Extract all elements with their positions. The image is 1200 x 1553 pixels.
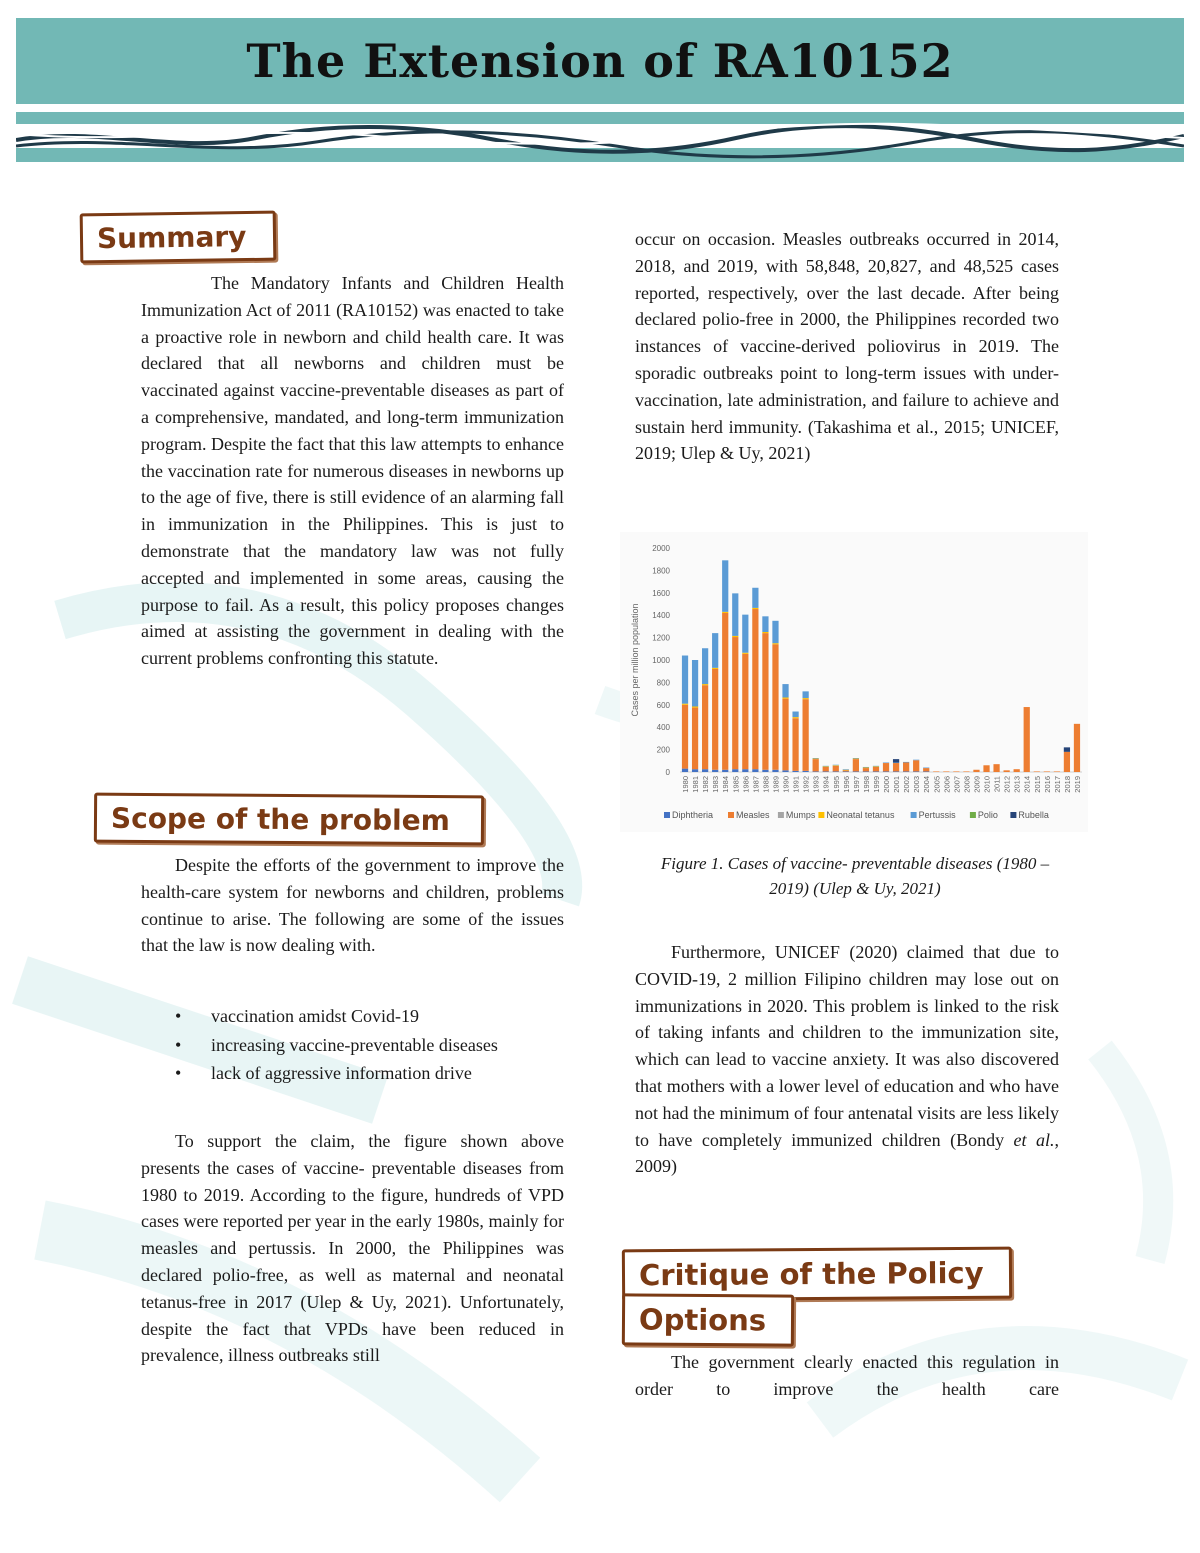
y-tick-label: 0: [665, 768, 670, 777]
legend-label: Neonatal tetanus: [826, 810, 895, 820]
bar-pertussis: [702, 648, 708, 684]
bar-measles: [762, 633, 768, 770]
title-banner: [16, 18, 1184, 104]
bar-diphtheria: [682, 769, 688, 772]
x-tick-label: 1980: [681, 776, 691, 793]
y-tick-label: 1200: [652, 633, 670, 643]
x-tick-label: 2006: [942, 776, 952, 793]
bar-neonatal-tetanus: [702, 684, 708, 685]
figure-chart: [620, 532, 1088, 832]
x-tick-label: 2015: [1032, 776, 1042, 793]
bar-pertussis: [692, 660, 698, 706]
y-tick-label: 1400: [652, 611, 670, 621]
critique-paragraph: The government clearly enacted this regulation in order to improve the health care: [635, 1352, 1059, 1399]
page-title: The Extension of RA10152: [246, 34, 954, 88]
bar-measles: [1064, 752, 1070, 772]
x-tick-label: 2003: [912, 776, 922, 793]
bar-diphtheria: [722, 770, 728, 772]
bar-diphtheria: [853, 771, 859, 772]
summary-heading: [80, 211, 277, 264]
furthermore-text: Furthermore, UNICEF (2020) claimed that due to COVID-19, 2 million Filipino children may lose out on immunizations in 2020. This problem is linked to the risk of taking infants and children to the immunization site, which can lead to vaccine anxiety. It was also discovered that mothers with a lower level of education and who have not had the minimum of four antenatal visits are less likely to have completely immunized children (Bondy: [635, 942, 1059, 1150]
x-tick-label: 1982: [701, 776, 711, 793]
bar-diphtheria: [692, 769, 698, 772]
bar-measles: [903, 762, 909, 771]
bar-pertussis: [752, 588, 758, 608]
y-tick-label: 1000: [652, 656, 670, 665]
bar-pertussis: [903, 762, 909, 763]
legend-label: Polio: [977, 810, 998, 820]
x-tick-label: 1994: [821, 776, 831, 793]
y-tick-label: 1600: [652, 588, 670, 598]
summary-section: [141, 270, 564, 672]
bar-measles: [983, 765, 989, 772]
bar-pertussis: [923, 768, 929, 769]
bar-rubella: [1064, 747, 1070, 751]
legend-swatch: [778, 812, 784, 818]
bar-measles: [1074, 724, 1080, 772]
bar-neonatal-tetanus: [813, 759, 819, 760]
bar-diphtheria: [732, 769, 738, 772]
x-tick-label: 1984: [721, 776, 731, 793]
x-tick-label: 2016: [1042, 776, 1052, 793]
bar-measles: [943, 771, 949, 772]
y-tick-label: 800: [656, 678, 670, 688]
x-tick-label: 1987: [751, 776, 761, 793]
bar-measles: [813, 759, 819, 771]
bar-pertussis: [732, 593, 738, 636]
critique-heading-text-line1: Critique of the Policy: [638, 1255, 984, 1293]
y-tick-label: 2000: [652, 544, 670, 553]
vpd-cases-chart: [620, 532, 1088, 832]
bar-pertussis: [853, 758, 859, 759]
bar-diphtheria: [863, 771, 869, 772]
list-item: • lack of aggressive information drive: [141, 1060, 571, 1089]
bar-pertussis: [883, 762, 889, 763]
x-tick-label: 1993: [811, 776, 821, 793]
bar-pertussis: [813, 758, 819, 759]
summary-paragraph: The Mandatory Infants and Children Health Immunization Act of 2011 (RA10152) was enacted to take a proactive role in newborn and child health care. It was declared that all newborns and children must be vaccinated against vaccine-preventable diseases as part of a comprehensive, mandated, and long-term immunization program. Despite the fact that this law attempts to enhance the vaccination rate for numerous diseases in newborns up to the age of five, there is still evidence of an alarming fall in immunization in the Philippines. This is just to demonstrate that the mandatory law was not fully accepted and implemented in some areas, causing the purpose to fail. As a result, this policy proposes changes aimed at assisting the government in dealing with the current problems confronting this statute.: [141, 273, 564, 669]
list-item: • increasing vaccine-preventable diseases: [141, 1032, 571, 1061]
wave-divider: [16, 112, 1184, 168]
bar-measles: [803, 699, 809, 771]
scope-bullet-list: [141, 1003, 571, 1089]
x-tick-label: 1992: [801, 776, 811, 793]
bar-measles: [772, 644, 778, 769]
bar-neonatal-tetanus: [792, 717, 798, 718]
bar-pertussis: [893, 762, 899, 763]
bar-measles: [722, 613, 728, 770]
bar-neonatal-tetanus: [752, 608, 758, 609]
x-tick-label: 2004: [922, 776, 932, 793]
continued-section: [635, 226, 1059, 467]
y-tick-label: 400: [656, 723, 670, 733]
figure-caption: Figure 1. Cases of vaccine- preventable diseases (1980 – 2019) (Ulep & Uy, 2021): [660, 854, 1050, 898]
bar-diphtheria: [903, 771, 909, 772]
bar-pertussis: [863, 767, 869, 768]
list-item: • vaccination amidst Covid-19: [141, 1003, 571, 1032]
x-tick-label: 2002: [902, 776, 912, 793]
bar-pertussis: [833, 765, 839, 766]
continued-paragraph: occur on occasion. Measles outbreaks occurred in 2014, 2018, and 2019, with 58,848, 20,827, and 48,525 cases reported, respectively, over the last decade. After being declared polio-free in 2000, the Philippines recorded two instances of vaccine-derived poliovirus in 2019. The sporadic outbreaks point to long-term issues with under-vaccination, late administration, and failure to achieve and sustain herd immunity. (Takashima et al., 2015; UNICEF, 2019; Ulep & Uy, 2021): [635, 229, 1059, 464]
bar-measles: [953, 771, 959, 772]
bar-pertussis: [792, 712, 798, 718]
bar-measles: [933, 771, 939, 772]
x-tick-label: 2013: [1012, 776, 1022, 793]
bar-measles: [873, 767, 879, 771]
bar-diphtheria: [813, 771, 819, 772]
legend-label: Pertussis: [918, 810, 956, 820]
y-tick-label: 1800: [652, 566, 670, 576]
x-tick-label: 2007: [952, 776, 962, 793]
legend-label: Rubella: [1018, 810, 1049, 820]
bar-pertussis: [873, 766, 879, 767]
legend-swatch: [970, 812, 976, 818]
bar-diphtheria: [843, 771, 849, 772]
bar-neonatal-tetanus: [823, 766, 829, 767]
bar-diphtheria: [823, 771, 829, 772]
bar-measles: [1044, 771, 1050, 772]
x-tick-label: 2009: [972, 776, 982, 793]
x-tick-label: 2001: [892, 776, 902, 793]
bar-measles: [792, 718, 798, 771]
summary-heading-text: Summary: [96, 219, 247, 255]
bar-diphtheria: [883, 771, 889, 772]
furthermore-section: [635, 939, 1059, 1180]
bar-neonatal-tetanus: [692, 706, 698, 707]
bar-measles: [752, 609, 758, 769]
bar-measles: [883, 763, 889, 771]
bar-measles: [993, 764, 999, 772]
bar-measles: [823, 767, 829, 771]
critique-heading-text-line2: Options: [638, 1302, 767, 1338]
legend-swatch: [664, 812, 670, 818]
bar-pertussis: [712, 633, 718, 668]
scope-section: [141, 852, 564, 959]
bar-neonatal-tetanus: [712, 668, 718, 669]
x-tick-label: 1981: [691, 776, 701, 793]
legend-swatch: [1010, 812, 1016, 818]
x-tick-label: 1997: [851, 776, 861, 793]
x-tick-label: 2010: [982, 776, 992, 793]
x-tick-label: 2018: [1062, 776, 1072, 793]
x-tick-label: 1999: [871, 776, 881, 793]
bar-neonatal-tetanus: [762, 632, 768, 633]
bar-diphtheria: [772, 770, 778, 772]
et-al-text: et al.: [1013, 1129, 1055, 1150]
bar-pertussis: [913, 760, 919, 761]
bar-measles: [963, 771, 969, 772]
bar-pertussis: [823, 766, 829, 767]
bar-neonatal-tetanus: [863, 768, 869, 769]
bar-neonatal-tetanus: [873, 766, 879, 767]
furthermore-citation-end: , 2009): [635, 1129, 1059, 1177]
bar-diphtheria: [803, 771, 809, 772]
bar-diphtheria: [742, 769, 748, 772]
bar-measles: [973, 770, 979, 772]
bar-diphtheria: [913, 771, 919, 772]
x-tick-label: 2017: [1052, 776, 1062, 793]
x-tick-label: 2011: [992, 776, 1002, 793]
x-tick-label: 1990: [781, 776, 791, 793]
x-tick-label: 1991: [791, 776, 801, 793]
critique-heading-options: [622, 1293, 794, 1346]
bar-measles: [702, 685, 708, 769]
bar-neonatal-tetanus: [742, 653, 748, 654]
bar-neonatal-tetanus: [732, 636, 738, 637]
y-axis-label: Cases per million population: [630, 603, 640, 717]
x-tick-label: 2008: [962, 776, 972, 793]
scope-heading-text: Scope of the problem: [110, 801, 451, 837]
legend-swatch: [728, 812, 734, 818]
bar-measles: [712, 669, 718, 770]
legend-swatch: [818, 812, 824, 818]
bar-measles: [913, 760, 919, 771]
x-tick-label: 2012: [1002, 776, 1012, 793]
x-tick-label: 1995: [831, 776, 841, 793]
legend-label: Measles: [736, 810, 770, 820]
x-tick-label: 1989: [771, 776, 781, 793]
bar-diphtheria: [752, 769, 758, 772]
furthermore-paragraph: [635, 939, 1059, 1180]
bar-measles: [853, 759, 859, 771]
bar-diphtheria: [702, 769, 708, 772]
bar-measles: [782, 699, 788, 771]
bar-neonatal-tetanus: [772, 643, 778, 644]
legend-swatch: [911, 812, 917, 818]
bar-neonatal-tetanus: [782, 698, 788, 699]
bar-pertussis: [843, 769, 849, 770]
bar-rubella: [893, 759, 899, 762]
bar-diphtheria: [782, 770, 788, 772]
bar-neonatal-tetanus: [833, 765, 839, 766]
bar-measles: [1034, 771, 1040, 772]
bar-measles: [1054, 771, 1060, 772]
x-tick-label: 1985: [731, 776, 741, 793]
bar-neonatal-tetanus: [722, 612, 728, 613]
bar-pertussis: [742, 615, 748, 653]
x-tick-label: 1988: [761, 776, 771, 793]
bar-diphtheria: [792, 771, 798, 772]
bar-neonatal-tetanus: [853, 759, 859, 760]
bar-measles: [692, 708, 698, 770]
x-tick-label: 1996: [841, 776, 851, 793]
bar-neonatal-tetanus: [803, 698, 809, 699]
bar-measles: [843, 770, 849, 771]
bar-pertussis: [782, 684, 788, 697]
x-tick-label: 2000: [882, 776, 892, 793]
bar-measles: [1004, 770, 1010, 772]
y-tick-label: 200: [656, 745, 670, 755]
bar-measles: [732, 637, 738, 769]
bar-measles: [1014, 769, 1020, 772]
x-tick-label: 1998: [861, 776, 871, 793]
bar-diphtheria: [712, 770, 718, 772]
bar-diphtheria: [873, 771, 879, 772]
x-tick-label: 1986: [741, 776, 751, 793]
x-tick-label: 2019: [1072, 776, 1082, 793]
bar-pertussis: [772, 621, 778, 643]
legend-label: Mumps: [785, 810, 816, 820]
bar-measles: [1024, 707, 1030, 772]
support-paragraph: To support the claim, the figure shown above presents the cases of vaccine- preventable diseases from 1980 to 2019. According to the figure, hundreds of VPD cases were reported per year in the early 1980s, mainly for measles and pertussis. In 2000, the Philippines was declared polio-free, as well as maternal and neonatal tetanus-free in 2017 (Ulep & Uy, 2021). Unfortunately, despite the fact that VPDs have been reduced in prevalence, illness outbreaks still: [141, 1131, 564, 1366]
bar-pertussis: [722, 560, 728, 612]
scope-intro-paragraph: Despite the efforts of the government to improve the health-care system for newborns and children, problems continue to arise. The following are some of the issues that the law is now dealing with.: [141, 855, 564, 956]
bar-pertussis: [803, 691, 809, 698]
bar-diphtheria: [762, 770, 768, 772]
x-tick-label: 1983: [711, 776, 721, 793]
bar-measles: [893, 763, 899, 771]
bar-measles: [863, 768, 869, 771]
y-tick-label: 600: [656, 700, 670, 710]
scope-heading: [94, 793, 484, 846]
bar-measles: [833, 766, 839, 772]
bar-measles: [682, 705, 688, 769]
bar-measles: [923, 768, 929, 771]
bar-diphtheria: [833, 771, 839, 772]
x-tick-label: 2005: [932, 776, 942, 793]
bar-pertussis: [682, 656, 688, 704]
legend-label: Diphtheria: [672, 810, 714, 820]
bar-measles: [742, 654, 748, 769]
bar-pertussis: [762, 616, 768, 632]
bar-neonatal-tetanus: [843, 770, 849, 771]
bar-neonatal-tetanus: [682, 704, 688, 705]
bar-diphtheria: [923, 771, 929, 772]
critique-section: [635, 1349, 1059, 1403]
support-section: [141, 1128, 564, 1369]
x-tick-label: 2014: [1022, 776, 1032, 793]
bar-diphtheria: [893, 771, 899, 772]
